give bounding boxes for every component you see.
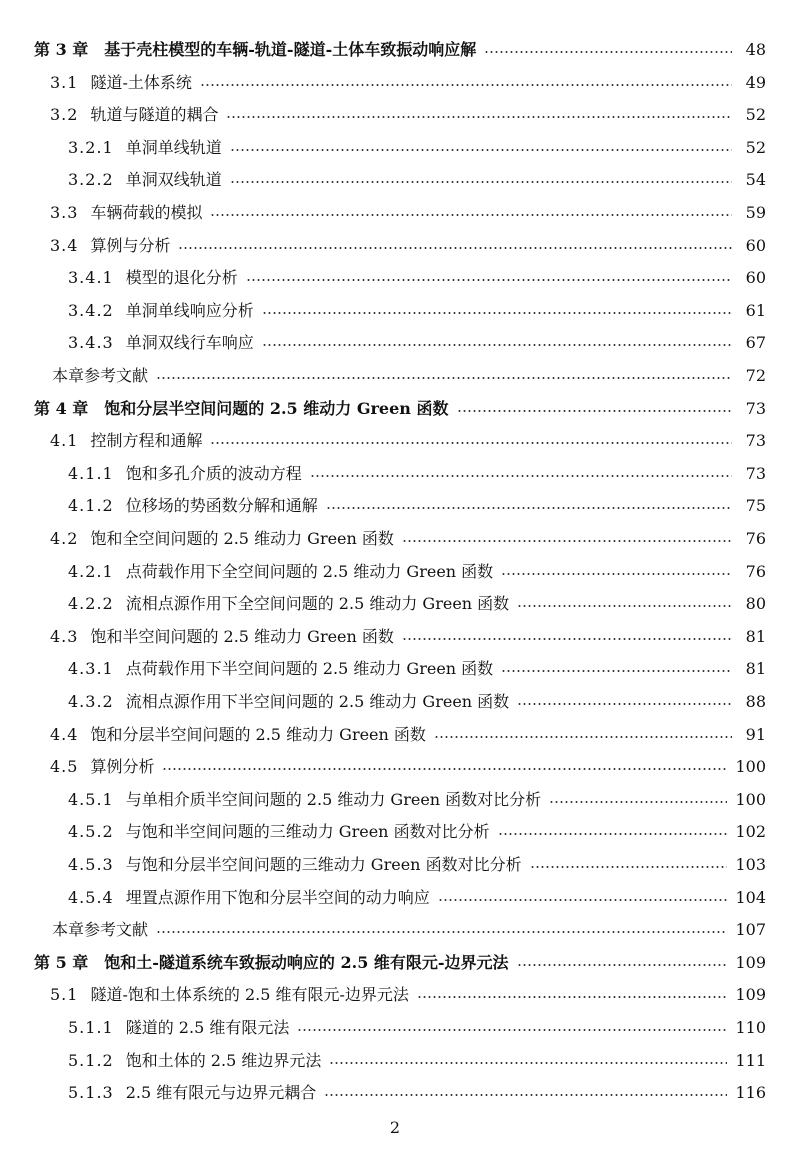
toc-subsection-entry [0, 849, 790, 881]
toc-entry-number: 3.2.2 [68, 170, 114, 190]
dot-leader [156, 377, 732, 379]
toc-entry-title: 单洞双线轨道 [125, 170, 222, 190]
dot-leader [517, 964, 728, 966]
toc-entry-page: 109 [735, 952, 766, 972]
toc-entry-number: 3.4.2 [68, 300, 114, 320]
toc-subsection-entry [0, 653, 790, 685]
toc-entry-number: 5.1.3 [68, 1083, 114, 1103]
dot-leader [162, 768, 727, 770]
toc-entry-page: 73 [745, 463, 766, 483]
toc-subsection-entry [0, 556, 790, 588]
dot-leader [178, 247, 732, 249]
dot-leader [402, 638, 732, 640]
toc-entry-page: 109 [735, 985, 766, 1005]
toc-chapter-entry [0, 947, 790, 979]
toc-entry-number: 4.5.4 [68, 887, 114, 907]
toc-entry-page: 103 [735, 855, 766, 874]
toc-entry-number: 4.5.1 [68, 789, 114, 809]
toc-entry-number: 3.4.3 [68, 333, 114, 353]
dot-leader [226, 116, 732, 118]
toc-entry-number: 4.2 [50, 529, 79, 548]
toc-entry-page: 80 [745, 594, 766, 614]
toc-entry-page: 59 [745, 203, 766, 222]
toc-entry-page: 54 [745, 170, 766, 190]
toc-subsection-entry [0, 588, 790, 620]
toc-entry-number: 3.2.1 [68, 137, 114, 157]
toc-subsection-entry [0, 1077, 790, 1109]
dot-leader [200, 84, 732, 86]
toc-subsection-entry [0, 882, 790, 914]
toc-subsection-entry [0, 295, 790, 327]
toc-entry-page: 100 [735, 789, 766, 809]
toc-entry-number: 3.1 [50, 72, 79, 92]
toc-entry-title: 单洞单线轨道 [125, 137, 222, 157]
toc-entry-number: 4.3 [50, 626, 79, 646]
toc-entry-title: 与饱和分层半空间问题的三维动力 Green 函数对比分析 [125, 855, 522, 874]
toc-subsection-entry [0, 1045, 790, 1077]
toc-entry-page: 111 [735, 1050, 766, 1070]
toc-section-entry [0, 99, 790, 131]
toc-entry-page: 102 [735, 822, 766, 842]
toc-entry-page: 110 [735, 1018, 766, 1037]
toc-entry-title: 饱和分层半空间问题的 2.5 维动力 Green 函数 [90, 724, 426, 744]
toc-subsection-entry [0, 490, 790, 522]
toc-section-entry [0, 67, 790, 99]
toc-subsection-entry [0, 327, 790, 359]
dot-leader [484, 51, 732, 53]
toc-entry-title: 模型的退化分析 [125, 268, 238, 288]
toc-entry-number: 4.3.1 [68, 659, 114, 679]
dot-leader [434, 736, 732, 738]
toc-entry-page: 72 [745, 366, 766, 385]
toc-entry-number: 4.4 [50, 724, 79, 744]
toc-chapter-entry [0, 34, 790, 66]
toc-entry-number: 5.1.1 [68, 1018, 114, 1037]
toc-entry-title: 单洞单线响应分析 [125, 300, 254, 320]
toc-entry-title: 本章参考文献 [52, 366, 149, 385]
toc-entry-page: 75 [745, 496, 766, 516]
toc-entry-page: 81 [745, 659, 766, 679]
toc-entry-title: 与饱和半空间问题的三维动力 Green 函数对比分析 [125, 822, 490, 842]
toc-entry-number: 4.5 [50, 757, 79, 777]
dot-leader [297, 1029, 727, 1031]
toc-subsection-entry [0, 262, 790, 294]
dot-leader [230, 181, 732, 183]
toc-subsection-entry [0, 132, 790, 164]
toc-entry-page: 60 [745, 268, 766, 288]
toc-entry-page: 104 [735, 887, 766, 907]
toc-entry-title: 隧道-饱和土体系统的 2.5 维有限元-边界元法 [90, 985, 409, 1005]
toc-entry-number: 3.3 [50, 203, 79, 222]
toc-entry-page: 67 [745, 333, 766, 353]
toc-entry-title: 饱和土体的 2.5 维边界元法 [125, 1050, 322, 1070]
toc-entry-title: 与单相介质半空间问题的 2.5 维动力 Green 函数对比分析 [125, 789, 542, 809]
toc-entry-page: 91 [745, 724, 766, 744]
toc-entry-title: 饱和半空间问题的 2.5 维动力 Green 函数 [90, 626, 394, 646]
toc-entry-title: 车辆荷载的模拟 [90, 203, 203, 222]
toc-entry-page: 76 [745, 529, 766, 548]
dot-leader [326, 507, 732, 509]
toc-entry-title: 隧道-土体系统 [90, 72, 192, 92]
toc-section-entry [0, 719, 790, 751]
toc-entry-page: 52 [745, 105, 766, 125]
dot-leader [329, 1062, 727, 1064]
toc-section-entry [0, 914, 790, 946]
dot-leader [530, 866, 728, 868]
toc-entry-title: 基于壳柱模型的车辆-轨道-隧道-土体车致振动响应解 [104, 40, 477, 59]
toc-section-entry [0, 425, 790, 457]
toc-entry-title: 饱和土-隧道系统车致振动响应的 2.5 维有限元-边界元法 [104, 952, 509, 972]
dot-leader [417, 996, 728, 998]
toc-entry-page: 116 [735, 1083, 766, 1103]
toc-subsection-entry [0, 164, 790, 196]
toc-entry-page: 100 [735, 757, 766, 777]
toc-entry-title: 流相点源作用下半空间问题的 2.5 维动力 Green 函数 [125, 692, 510, 711]
toc-entry-number: 4.2.2 [68, 594, 114, 614]
toc-entry-page: 81 [745, 626, 766, 646]
toc-section-entry [0, 523, 790, 555]
toc-section-entry [0, 360, 790, 392]
toc-entry-title: 饱和多孔介质的波动方程 [125, 463, 302, 483]
toc-entry-number: 3.4 [50, 235, 79, 255]
toc-entry-number: 4.3.2 [68, 692, 114, 711]
toc-entry-number: 5.1 [50, 985, 79, 1005]
toc-section-entry [0, 751, 790, 783]
toc-entry-number: 3.2 [50, 105, 79, 125]
dot-leader [262, 344, 732, 346]
toc-subsection-entry [0, 458, 790, 490]
dot-leader [210, 442, 732, 444]
toc-entry-title: 流相点源作用下全空间问题的 2.5 维动力 Green 函数 [125, 594, 510, 614]
toc-entry-title: 饱和分层半空间问题的 2.5 维动力 Green 函数 [104, 398, 449, 418]
toc-entry-title: 位移场的势函数分解和通解 [125, 496, 318, 516]
dot-leader [324, 1094, 727, 1096]
dot-leader [501, 573, 732, 575]
dot-leader [501, 670, 732, 672]
toc-entry-number: 3.4.1 [68, 268, 114, 288]
toc-entry-title: 点荷载作用下全空间问题的 2.5 维动力 Green 函数 [125, 561, 494, 581]
toc-entry-number: 4.1.1 [68, 463, 114, 483]
toc-entry-page: 52 [745, 137, 766, 157]
toc-entry-number: 第 4 章 [34, 398, 89, 418]
toc-section-entry [0, 979, 790, 1011]
toc-entry-title: 控制方程和通解 [90, 431, 203, 451]
toc-section-entry [0, 230, 790, 262]
toc-entry-page: 61 [745, 300, 766, 320]
toc-entry-page: 49 [745, 72, 766, 92]
dot-leader [246, 279, 732, 281]
dot-leader [310, 475, 732, 477]
toc-entry-number: 4.1.2 [68, 496, 114, 516]
toc-section-entry [0, 621, 790, 653]
toc-section-entry [0, 197, 790, 229]
toc-entry-title: 2.5 维有限元与边界元耦合 [125, 1083, 317, 1103]
toc-entry-number: 5.1.2 [68, 1050, 114, 1070]
dot-leader [210, 214, 732, 216]
toc-entry-page: 88 [745, 692, 766, 711]
dot-leader [457, 410, 733, 412]
dot-leader [498, 833, 728, 835]
page-number: 2 [389, 1118, 401, 1137]
toc-entry-number: 4.1 [50, 431, 79, 451]
toc-entry-number: 第 5 章 [34, 952, 89, 972]
toc-entry-number: 4.5.2 [68, 822, 114, 842]
dot-leader [549, 801, 727, 803]
toc-entry-title: 单洞双线行车响应 [125, 333, 254, 353]
toc-entry-page: 73 [745, 398, 766, 418]
toc-entry-page: 107 [735, 920, 766, 940]
toc-chapter-entry [0, 393, 790, 425]
toc-entry-number: 4.2.1 [68, 561, 114, 581]
dot-leader [517, 605, 732, 607]
toc-entry-title: 隧道的 2.5 维有限元法 [125, 1018, 290, 1037]
toc-entry-number: 第 3 章 [34, 40, 89, 59]
toc-entry-title: 点荷载作用下半空间问题的 2.5 维动力 Green 函数 [125, 659, 494, 679]
toc-subsection-entry [0, 686, 790, 718]
toc-subsection-entry [0, 784, 790, 816]
toc-subsection-entry [0, 1012, 790, 1044]
toc-entry-title: 算例分析 [90, 757, 155, 777]
toc-entry-page: 76 [745, 561, 766, 581]
toc-entry-page: 60 [745, 235, 766, 255]
dot-leader [156, 931, 727, 933]
toc-entry-page: 73 [745, 431, 766, 451]
toc-entry-number: 4.5.3 [68, 855, 114, 874]
toc-entry-title: 本章参考文献 [52, 920, 149, 940]
dot-leader [262, 312, 732, 314]
toc-entry-title: 轨道与隧道的耦合 [90, 105, 219, 125]
dot-leader [517, 703, 732, 705]
dot-leader [402, 540, 732, 542]
toc-subsection-entry [0, 816, 790, 848]
dot-leader [230, 149, 732, 151]
toc-entry-title: 饱和全空间问题的 2.5 维动力 Green 函数 [90, 529, 394, 548]
toc-entry-title: 埋置点源作用下饱和分层半空间的动力响应 [125, 887, 430, 907]
toc-entry-title: 算例与分析 [90, 235, 171, 255]
dot-leader [438, 899, 728, 901]
toc-entry-page: 48 [745, 40, 766, 59]
